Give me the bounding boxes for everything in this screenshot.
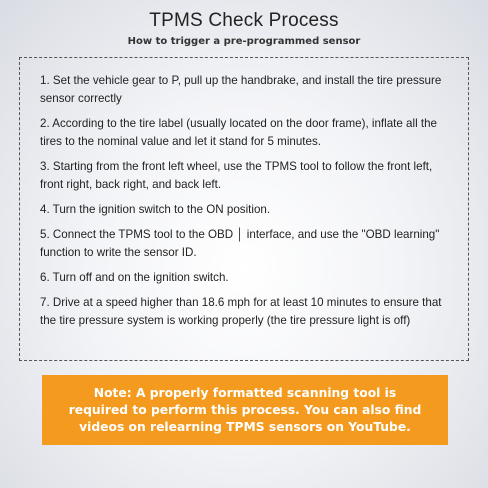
step-1: 1. Set the vehicle gear to P, pull up the handbrake, and install the tire pressure sensor correctly — [40, 74, 442, 105]
page-subtitle: How to trigger a pre-programmed sensor — [127, 36, 361, 47]
note-banner — [42, 375, 448, 445]
step-3: 3. Starting from the front left wheel, use the TPMS tool to follow the front left, front right, back right, and back left. — [40, 160, 433, 191]
step-5: 5. Connect the TPMS tool to the OBD │ interface, and use the "OBD learning" function to write the sensor ID. — [40, 228, 440, 259]
step-7: 7. Drive at a speed higher than 18.6 mph for at least 10 minutes to ensure that the tire pressure system is working properly (the tire pressure light is off) — [40, 296, 442, 327]
step-4: 4. Turn the ignition switch to the ON position. — [40, 203, 271, 216]
step-6: 6. Turn off and on the ignition switch. — [40, 271, 229, 284]
page-title: TPMS Check Process — [149, 10, 339, 31]
steps-box — [19, 57, 469, 361]
step-2: 2. According to the tire label (usually located on the door frame), inflate all the tires to the nominal value and let it stand for 5 minutes. — [40, 117, 437, 148]
note-text: Note: A properly formatted scanning tool is required to perform this process. You can also find videos on relearning TPMS sensors on YouTube. — [68, 385, 422, 434]
